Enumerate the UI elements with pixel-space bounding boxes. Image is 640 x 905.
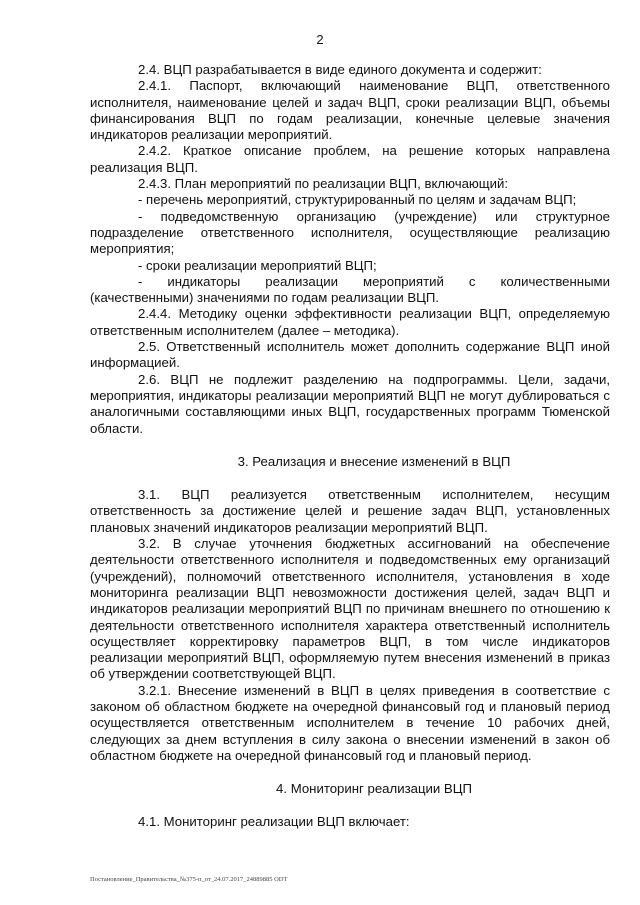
list-item-organization: - подведомственную организацию (учреждение) или структурное подразделение ответственного исполнителя, осуществляющие реализацию мероприятия; bbox=[90, 208, 610, 257]
paragraph-2-4-1: 2.4.1. Паспорт, включающий наименование ВЦП, ответственного исполнителя, наименование целей и задач ВЦП, сроки реализации ВЦП, объемы финансирования ВЦП по годам реализации, конечные целевые значения индикаторов реализации мероприятий. bbox=[90, 78, 610, 143]
paragraph-2-5: 2.5. Ответственный исполнитель может дополнить содержание ВЦП иной информацией. bbox=[90, 339, 610, 371]
list-item-measures: - перечень мероприятий, структурированный по целям и задачам ВЦП; bbox=[138, 192, 577, 208]
section-heading-3: 3. Реализация и внесение изменений в ВЦП bbox=[237, 453, 511, 469]
paragraph-2-4-4: 2.4.4. Методику оценки эффективности реализации ВЦП, определяемую ответственным исполнителем (далее – методика). bbox=[90, 306, 610, 338]
list-item-indicators: - индикаторы реализации мероприятий с количественными (качественными) значениями по годам реализации ВЦП. bbox=[90, 273, 610, 306]
paragraph-3-2: 3.2. В случае уточнения бюджетных ассигнований на обеспечение деятельности ответственного исполнителя и подведомственных ему организаций (учреждений), полномочий ответственного исполнителя, установления в ходе мониторинга реализации ВЦП невозможности достижения целей, задач ВЦП и индикаторов реализации мероприятий ВЦП по причинам внешнего по отношению к деятельности ответственного исполнителя характера ответственный исполнитель осуществляет корректировку параметров ВЦП, в том числе индикаторов реализации мероприятий ВЦП, оформляемую путем внесения изменений в приказ об утверждении соответствующей ВЦП. bbox=[90, 536, 610, 682]
document-body bbox=[90, 62, 610, 831]
paragraph-2-4-3: 2.4.3. План мероприятий по реализации ВЦП, включающий: bbox=[138, 176, 509, 192]
paragraph-2-4-2: 2.4.2. Краткое описание проблем, на решение которых направлена реализация ВЦП. bbox=[90, 143, 610, 175]
document-footer: Постановление_Правительства_№375-п_от_24.07.2017_24889885 ODT bbox=[90, 876, 288, 883]
paragraph-3-1: 3.1. ВЦП реализуется ответственным исполнителем, несущим ответственность за достижение целей и решение задач ВЦП, установленных плановых значений индикаторов реализации мероприятий ВЦП. bbox=[90, 487, 610, 535]
paragraph-4-1: 4.1. Мониторинг реализации ВЦП включает: bbox=[138, 814, 410, 830]
paragraph-3-2-1: 3.2.1. Внесение изменений в ВЦП в целях приведения в соответствие с законом об областном бюджете на очередной финансовый год и плановый период осуществляется ответственным исполнителем в течение 10 рабочих дней, следующих за днем вступления в силу закона о внесении изменений в закон об областном бюджете на очередной финансовый год и плановый период. bbox=[90, 682, 610, 763]
list-item-deadlines: - сроки реализации мероприятий ВЦП; bbox=[138, 257, 377, 273]
section-heading-4: 4. Мониторинг реализации ВЦП bbox=[276, 781, 472, 797]
paragraph-2-6: 2.6. ВЦП не подлежит разделению на подпрограммы. Цели, задачи, мероприятия, индикаторы реализации мероприятий ВЦП не могут дублироваться с аналогичными составляющими иных ВЦП, государственных программ Тюменской области. bbox=[90, 371, 610, 436]
page-number: 2 bbox=[316, 32, 324, 47]
paragraph-2-4: 2.4. ВЦП разрабатывается в виде единого документа и содержит: bbox=[138, 62, 542, 77]
